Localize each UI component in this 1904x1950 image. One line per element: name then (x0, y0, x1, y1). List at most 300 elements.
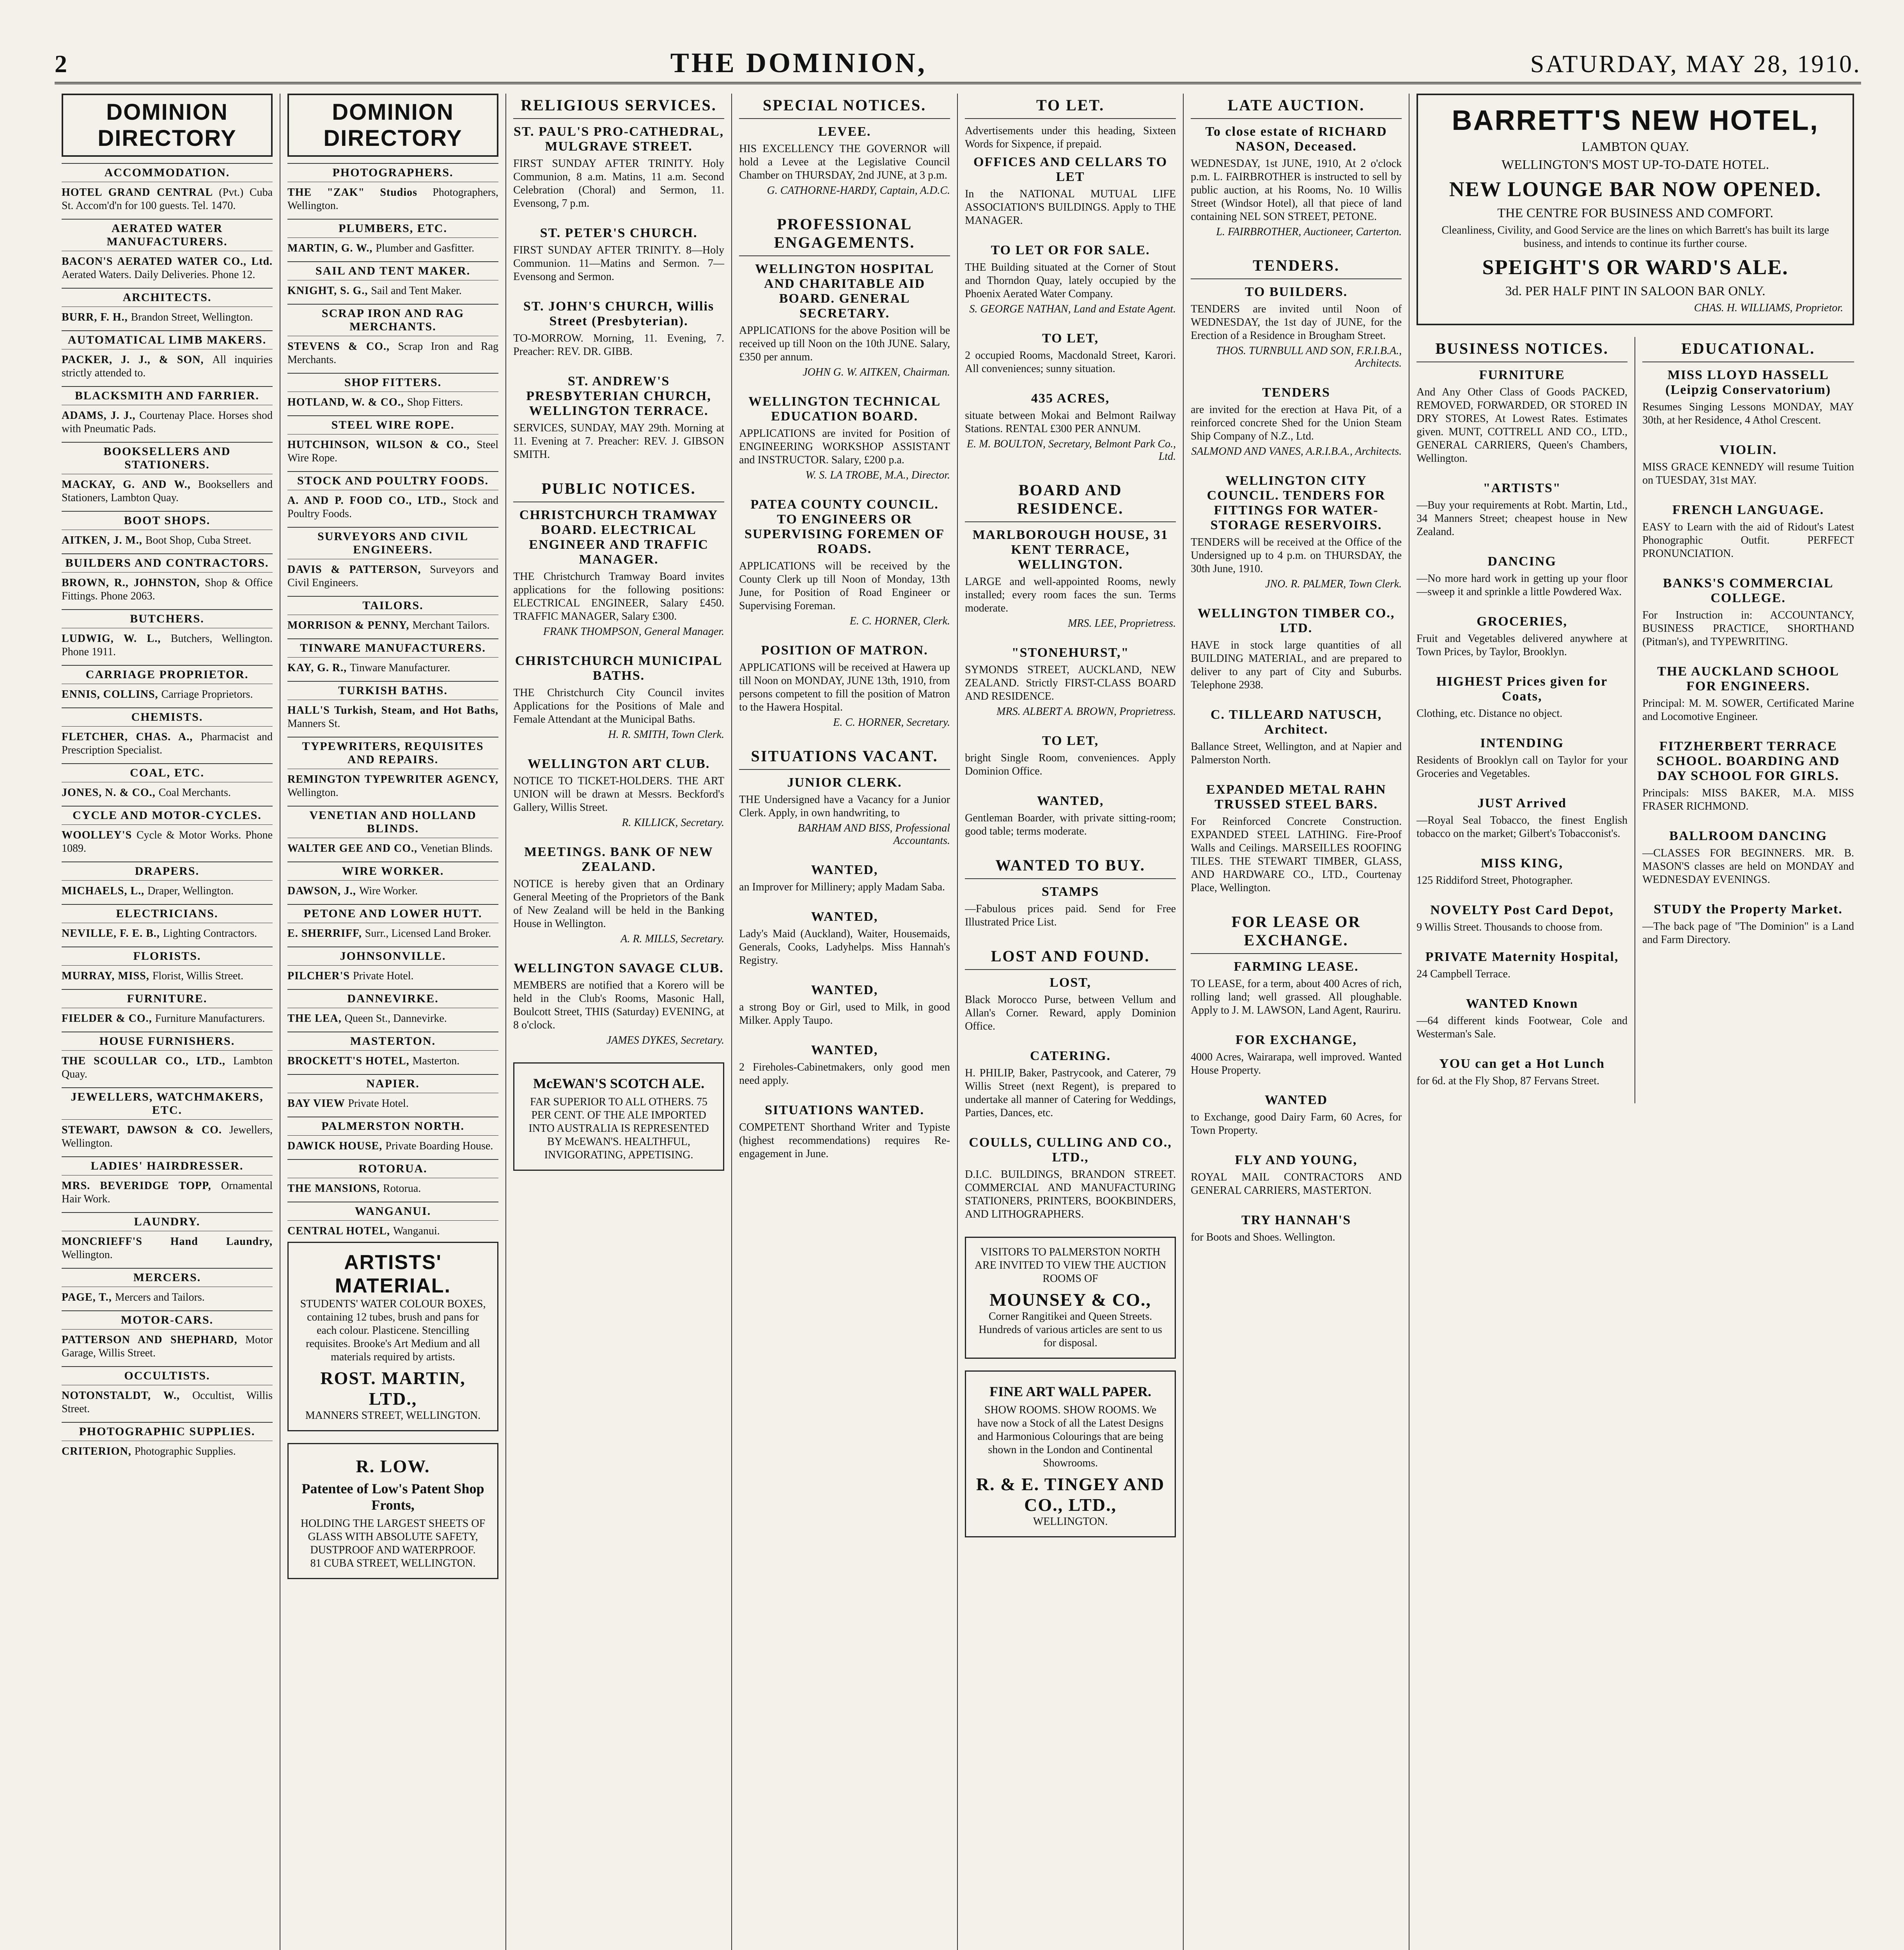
tender-notice (1191, 606, 1402, 692)
entry-text: Surveyors and Civil Engineers. (287, 564, 499, 589)
section-heading: MASTERTON. (287, 1032, 498, 1051)
notice-heading: ST. ANDREW'S PRESBYTERIAN CHURCH, WELLINGTON TERRACE. (526, 374, 711, 418)
notice-signature: JAMES DYKES, Secretary. (606, 1034, 725, 1046)
entry-text: Rotorua. (383, 1182, 421, 1195)
notice-body: —No more hard work in getting up your floor—sweep it and sprinkle a little Powdered Wax. (1416, 573, 1628, 598)
professional-notice (739, 394, 950, 482)
notice-heading: WANTED, (811, 1043, 878, 1057)
entry-lead: ADAMS, J. J., (62, 410, 140, 422)
notice-body: Resumes Singing Lessons MONDAY, MAY 30th, at her Residence, 4 Athol Crescent. (1642, 401, 1854, 426)
educational-notice (1642, 739, 1854, 813)
notice-signature: E. C. HORNER, Clerk. (849, 615, 950, 627)
directory-entry (62, 829, 273, 855)
directory-entry (62, 186, 273, 213)
entry-lead: NEVILLE, F. E. B., (62, 927, 163, 940)
notice-heading: TENDERS (1262, 385, 1330, 400)
entry-text: Plumber and Gasfitter. (376, 242, 475, 254)
entry-lead: THE "ZAK" Studios (287, 186, 433, 199)
notice-body: —The back page of "The Dominion" is a Land and Farm Directory. (1642, 920, 1854, 946)
entry-text: Photographic Supplies. (134, 1445, 236, 1457)
mounsey-ad (965, 1237, 1176, 1359)
directory-entry (62, 1291, 273, 1304)
directory-entry (287, 704, 498, 730)
religious-services-heading: RELIGIOUS SERVICES. (513, 94, 724, 119)
entry-text: Pharmacist and Prescription Specialist. (62, 731, 273, 756)
educational-notice (1642, 503, 1854, 560)
entry-text: Lighting Contractors. (163, 927, 257, 940)
situation-notice (739, 775, 950, 847)
notice-signature: MRS. ALBERT A. BROWN, Proprietress. (996, 706, 1176, 718)
ad-intro: VISITORS TO PALMERSTON NORTH ARE INVITED TO VIEW THE AUCTION ROOMS OF (974, 1246, 1167, 1285)
ad-text: SHOW ROOMS. SHOW ROOMS. We have now a Stock of all the Latest Designs and Harmonious Colourings that are being shown in the London and Continental Showrooms. (977, 1404, 1164, 1469)
situation-notice (739, 983, 950, 1027)
section-heading: ARCHITECTS. (62, 288, 273, 307)
notice-signature: E. M. BOULTON, Secretary, Belmont Park Co., Ltd. (967, 438, 1176, 463)
notice-body: For Reinforced Concrete Construction. EXPANDED STEEL LATHING. Fire-Proof Walls and Ceilings. MARSEILLES ROOFING TILES. THE STEWART TIMBER, GLASS, AND HARDWARE CO., LTD., Courtenay Place, Wellington. (1191, 815, 1402, 894)
ad-firm: ROST. MARTIN, LTD., (320, 1368, 466, 1409)
section-heading: NAPIER. (287, 1074, 498, 1093)
fine-art-wallpaper-ad (965, 1370, 1176, 1537)
section-heading: VENETIAN AND HOLLAND BLINDS. (287, 806, 498, 838)
notice-signature: A. R. MILLS, Secretary. (620, 933, 725, 945)
notice-heading: PRIVATE Maternity Hospital, (1425, 950, 1619, 964)
professional-notice (739, 497, 950, 628)
notice-heading: YOU can get a Hot Lunch (1439, 1057, 1605, 1071)
directory-entry (287, 1012, 498, 1025)
section-heading: LAUNDRY. (62, 1212, 273, 1231)
section-heading: BOOT SHOPS. (62, 511, 273, 530)
notice-body: 125 Riddiford Street, Photographer. (1416, 874, 1573, 886)
notice-body: HIS EXCELLENCY THE GOVERNOR will hold a Levee at the Legislative Council Chamber on THURSDAY, 2nd JUNE, at 3 p.m. (739, 143, 950, 181)
directory-entry (287, 842, 498, 855)
notice-heading: C. TILLEARD NATUSCH, Architect. (1210, 707, 1382, 737)
section-heading: FLORISTS. (62, 947, 273, 966)
directory-entry (62, 885, 273, 898)
ad-title: FINE ART WALL PAPER. (989, 1384, 1151, 1399)
directory-entry (62, 927, 273, 940)
section-heading: HOUSE FURNISHERS. (62, 1032, 273, 1051)
notice-heading: EXPANDED METAL RAHN TRUSSED STEEL BARS. (1206, 782, 1386, 812)
notice-body: WEDNESDAY, 1st JUNE, 1910, At 2 o'clock p.m. L. FAIRBROTHER is instructed to sell by public auction, at his Rooms, No. 10 Willis Street (Windsor Hotel), all that piece of land containing NEL SON STREET, PETONE. (1191, 158, 1402, 223)
notice-body: MISS GRACE KENNEDY will resume Tuition on TUESDAY, 31st MAY. (1642, 461, 1854, 486)
notice-signature: E. C. HORNER, Secretary. (833, 716, 950, 729)
notice-body: D.I.C. BUILDINGS, BRANDON STREET. COMMERCIAL AND MANUFACTURING STATIONERS, PRINTERS, BOOKBINDERS, AND LITHOGRAPHERS. (965, 1168, 1176, 1220)
notice-heading: GROCERIES, (1477, 614, 1567, 629)
tender-notice (1191, 473, 1402, 590)
entry-text: Courtenay Place. Horses shod with Pneumatic Pads. (62, 410, 273, 435)
notice-heading: ST. JOHN'S CHURCH, Willis Street (Presbyterian). (523, 299, 714, 328)
notice-body: ROYAL MAIL CONTRACTORS AND GENERAL CARRIERS, MASTERTON. (1191, 1171, 1402, 1197)
section-heading: STEEL WIRE ROPE. (287, 415, 498, 434)
business-notice (1416, 614, 1627, 659)
notice-body: NOTICE is hereby given that an Ordinary General Meeting of the Proprietors of the Bank of New Zealand will be held in the Banking House in Wellington. (513, 878, 725, 930)
notice-heading: CATERING. (1030, 1049, 1111, 1063)
column-religious (506, 94, 732, 1950)
notice-heading: WANTED, (811, 983, 878, 997)
directory-entry (62, 311, 273, 324)
directory-entry (287, 773, 498, 800)
directory-title: DOMINION DIRECTORY (62, 94, 273, 157)
section-heading: DANNEVIRKE. (287, 989, 498, 1008)
notice-body: 2 occupied Rooms, Macdonald Street, Karori. All conveniences; sunny situation. (965, 349, 1176, 375)
entry-lead: PACKER, J. J., & SON, (62, 354, 213, 366)
directory-entry (62, 478, 273, 505)
entry-lead: DAWICK HOUSE, (287, 1140, 386, 1152)
lost-found-heading: LOST AND FOUND. (965, 945, 1176, 970)
entry-text: Wellington. (287, 787, 339, 799)
notice-body: —Buy your requirements at Robt. Martin, Ltd., 34 Manners Street; cheapest house in New Zealand. (1416, 499, 1628, 538)
section-heading: AERATED WATER MANUFACTURERS. (62, 219, 273, 251)
hotel-centre: THE CENTRE FOR BUSINESS AND COMFORT. (1497, 206, 1773, 220)
section-heading: TAILORS. (287, 596, 498, 615)
notice-heading: COULLS, CULLING AND CO., LTD., (969, 1135, 1172, 1165)
entry-lead: HOTEL GRAND CENTRAL (62, 186, 219, 199)
notice-heading: WANTED, (811, 909, 878, 924)
notice-body: Fruit and Vegetables delivered anywhere at Town Prices, by Taylor, Brooklyn. (1416, 633, 1628, 658)
section-heading: CYCLE AND MOTOR-CYCLES. (62, 806, 273, 825)
entry-lead: JONES, N. & CO., (62, 787, 159, 799)
directory-entry (287, 1097, 498, 1110)
lease-notice (1191, 959, 1402, 1017)
notice-heading: FURNITURE (1479, 368, 1565, 382)
notice-heading: STAMPS (1041, 885, 1099, 899)
to-let-notice (965, 155, 1176, 227)
section-heading: SAIL AND TENT MAKER. (287, 261, 498, 280)
entry-lead: DAWSON, J., (287, 885, 359, 897)
directory-entry (287, 242, 498, 255)
notice-heading: BALLROOM DANCING (1669, 829, 1828, 843)
entry-text: Wire Worker. (359, 885, 418, 897)
hotel-name: BARRETT'S NEW HOTEL, (1452, 105, 1819, 136)
board-notice (965, 734, 1176, 778)
notice-heading: MEETINGS. BANK OF NEW ZEALAND. (524, 845, 713, 874)
notice-body: Clothing, etc. Distance no object. (1416, 707, 1563, 720)
business-notice (1416, 674, 1627, 720)
section-heading: BLACKSMITH AND FARRIER. (62, 386, 273, 405)
section-heading: PHOTOGRAPHIC SUPPLIES. (62, 1422, 273, 1441)
situations-vacant-heading: SITUATIONS VACANT. (739, 745, 950, 770)
entry-text: Scrap Iron and Rag Merchants. (287, 340, 499, 366)
notice-body: TENDERS will be received at the Office of the Undersigned up to 4 p.m. on THURSDAY, the 30th June, 1910. (1191, 536, 1402, 575)
notice-heading: TRY HANNAH'S (1241, 1213, 1351, 1227)
notice-heading: INTENDING (1480, 736, 1564, 750)
entry-lead: HOTLAND, W. & CO., (287, 396, 407, 408)
entry-lead: ENNIS, COLLINS, (62, 688, 161, 700)
situation-notice (739, 1103, 950, 1161)
notice-body: to Exchange, good Dairy Farm, 60 Acres, for Town Property. (1191, 1111, 1402, 1136)
entry-text: Ornamental Hair Work. (62, 1180, 273, 1205)
ad-address: MANNERS STREET, WELLINGTON. (305, 1409, 481, 1422)
entry-lead: FLETCHER, CHAS. A., (62, 731, 201, 743)
notice-heading: NOVELTY Post Card Depot, (1430, 903, 1614, 917)
notice-heading: STUDY the Property Market. (1654, 902, 1843, 916)
entry-lead: MONCRIEFF'S Hand Laundry, (62, 1236, 273, 1248)
professional-notice (739, 262, 950, 379)
notice-body: 24 Campbell Terrace. (1416, 968, 1510, 980)
columns (55, 94, 1861, 1950)
notice-body: —64 different kinds Footwear, Cole and Westerman's Sale. (1416, 1015, 1628, 1040)
entry-text: Queen St., Dannevirke. (344, 1012, 447, 1025)
notice-body: Black Morocco Purse, between Vellum and Allan's Corner. Reward, apply Dominion Office. (965, 994, 1176, 1032)
ad-text: FAR SUPERIOR TO ALL OTHERS. 75 PER CENT. OF THE ALE IMPORTED INTO AUSTRALIA IS REPRESENTED BY McEWAN'S. HEALTHFUL, INVIGORATING, APPETISING. (528, 1096, 709, 1161)
entry-text: Venetian Blinds. (420, 842, 493, 854)
section-heading: JOHNSONVILLE. (287, 947, 498, 966)
entry-lead: NOTONSTALDT, W., (62, 1390, 193, 1402)
notice-signature: R. KILLICK, Secretary. (622, 817, 725, 829)
directory-entry (287, 661, 498, 675)
notice-body: Residents of Brooklyn call on Taylor for your Groceries and Vegetables. (1416, 754, 1628, 780)
notice-body: MEMBERS are notified that a Korero will be held in the Club's Rooms, Masonic Hall, Boulcott Street, THIS (Saturday) EVENING, at 8 o'clock. (513, 979, 725, 1031)
lease-notice (1191, 1213, 1402, 1244)
section-heading: PETONE AND LOWER HUTT. (287, 904, 498, 923)
directory-entry (62, 1389, 273, 1416)
business-notice (1416, 903, 1627, 934)
notice-heading: To close estate of RICHARD NASON, Deceased. (1205, 124, 1387, 154)
entry-text: Private Hotel. (353, 970, 414, 982)
page-number: 2 (55, 50, 67, 78)
entry-text: Steel Wire Rope. (287, 439, 499, 464)
notice-signature: S. GEORGE NATHAN, Land and Estate Agent. (969, 303, 1176, 315)
entry-text: Butchers, Wellington. Phone 1911. (62, 633, 273, 658)
notice-signature: JOHN G. W. AITKEN, Chairman. (803, 366, 950, 378)
entry-text: Coal Merchants. (158, 787, 231, 799)
to-let-heading: TO LET. (965, 94, 1176, 119)
notice-heading: "ARTISTS" (1483, 481, 1561, 495)
section-heading: LADIES' HAIRDRESSER. (62, 1156, 273, 1175)
wanted-to-buy-heading: WANTED TO BUY. (965, 854, 1176, 879)
entry-lead: MACKAY, G. AND W., (62, 479, 199, 491)
directory-entry (287, 619, 498, 632)
board-residence-heading: BOARD AND RESIDENCE. (965, 479, 1176, 522)
column-auction (1184, 94, 1409, 1950)
entry-lead: WALTER GEE AND CO., (287, 842, 421, 854)
situation-notice (739, 863, 950, 894)
ad-title: ARTISTS' MATERIAL. (335, 1251, 451, 1297)
notice-body: LARGE and well-appointed Rooms, newly installed; every room faces the sun. Terms moderate. (965, 576, 1176, 614)
notice-heading: "STONEHURST," (1011, 645, 1129, 660)
section-heading: AUTOMATICAL LIMB MAKERS. (62, 330, 273, 349)
notice-body: TO LEASE, for a term, about 400 Acres of rich, rolling land; well grassed. All ploughable. Apply to J. M. LAWSON, Land Agent, Rauriru. (1191, 978, 1402, 1016)
section-heading: SURVEYORS AND CIVIL ENGINEERS. (287, 527, 498, 559)
notice-signature: L. FAIRBROTHER, Auctioneer, Carterton. (1216, 226, 1402, 238)
catering-notice (965, 1049, 1176, 1120)
entry-lead: PATTERSON AND SHEPHARD, (62, 1334, 246, 1346)
directory-entry (287, 1055, 498, 1068)
notice-body: In the NATIONAL MUTUAL LIFE ASSOCIATION'S BUILDINGS. Apply to THE MANAGER. (965, 188, 1176, 227)
directory-entry (287, 1140, 498, 1153)
notice-signature: JNO. R. PALMER, Town Clerk. (1265, 578, 1402, 590)
notice-body: for 6d. at the Fly Shop, 87 Fervans Street. (1416, 1075, 1600, 1087)
notice-body: —Royal Seal Tobacco, the finest English tobacco on the market; Gilbert's Tobacconist's. (1416, 814, 1628, 840)
notice-body: THE Christchurch Tramway Board invites applications for the following positions: ELECTRICAL ENGINEER, Salary £450. TRAFFIC MANAGER, Salary £300. (513, 571, 725, 622)
notice-heading: WANTED, (1037, 794, 1104, 808)
section-heading: WANGANUI. (287, 1202, 498, 1221)
special-notices-heading: SPECIAL NOTICES. (739, 94, 950, 119)
entry-text: Furniture Manufacturers. (155, 1012, 265, 1025)
section-heading: CHEMISTS. (62, 707, 273, 727)
to-let-intro: Advertisements under this heading, Sixteen Words for Sixpence, if prepaid. (965, 125, 1176, 150)
notice-signature: G. CATHORNE-HARDY, Captain, A.D.C. (767, 184, 950, 197)
lease-notice (1191, 1033, 1402, 1077)
notice-heading: BANKS'S COMMERCIAL COLLEGE. (1663, 576, 1834, 605)
business-educational-columns (1416, 337, 1854, 1103)
public-notice (513, 845, 724, 945)
entry-text: Draper, Wellington. (147, 885, 234, 897)
section-heading: STOCK AND POULTRY FOODS. (287, 471, 498, 490)
notice-heading: VIOLIN. (1719, 443, 1777, 457)
notice-heading: WELLINGTON ART CLUB. (527, 757, 710, 771)
notice-heading: MARLBOROUGH HOUSE, 31 KENT TERRACE, WELLINGTON. (972, 528, 1168, 572)
church-notice (513, 374, 724, 461)
directory-entry (62, 409, 273, 436)
church-notice (513, 299, 724, 358)
notice-body: Lady's Maid (Auckland), Waiter, Housemaids, Generals, Cooks, Ladyhelps. Miss Hannah's Registry. (739, 928, 950, 966)
notice-body: And Any Other Class of Goods PACKED, REMOVED, FORWARDED, OR STORED IN DRY STORES, At Lowest Rates. Estimates given. MUNT, COTTRELL AND CO., LTD., GENERAL CARRIERS, Queen's Chambers, Wellington. (1416, 386, 1628, 464)
entry-text: Private Boarding House. (385, 1140, 493, 1152)
entry-lead: THE LEA, (287, 1012, 345, 1025)
column-directory-2 (280, 94, 506, 1950)
public-notice (513, 508, 724, 638)
business-notice (1416, 796, 1627, 840)
notice-heading: JUST Arrived (1477, 796, 1567, 810)
section-heading: SHOP FITTERS. (287, 373, 498, 392)
section-heading: JEWELLERS, WATCHMAKERS, ETC. (62, 1087, 273, 1120)
notice-heading: JUNIOR CLERK. (787, 775, 902, 790)
entry-lead: STEVENS & CO., (287, 340, 398, 353)
section-heading: PALMERSTON NORTH. (287, 1117, 498, 1136)
notice-body: FIRST SUNDAY AFTER TRINITY. 8—Holy Communion. 11—Matins and Sermon. 7—Evensong and Sermon. (513, 244, 725, 283)
entry-text: Booksellers and Stationers, Lambton Quay. (62, 479, 273, 504)
public-notice (513, 757, 724, 829)
entry-lead: AITKEN, J. M., (62, 534, 145, 546)
business-notice (1416, 368, 1627, 465)
lease-exchange-heading: FOR LEASE OR EXCHANGE. (1191, 910, 1402, 954)
board-notice (965, 645, 1176, 718)
newspaper-title: THE DOMINION, (670, 47, 927, 78)
ad-firm: R. & E. TINGEY AND CO., LTD., (976, 1474, 1165, 1515)
ad-text: HOLDING THE LARGEST SHEETS OF GLASS WITH ABSOLUTE SAFETY, DUSTPROOF AND WATERPROOF. (300, 1517, 486, 1556)
entry-lead: BROCKETT'S HOTEL, (287, 1055, 413, 1067)
directory-entry (62, 1012, 273, 1025)
educational-notice (1642, 576, 1854, 649)
directory-entry (62, 353, 273, 380)
entry-text: Wanganui. (393, 1225, 440, 1237)
entry-text: Wellington. (62, 1249, 113, 1261)
section-heading: BUILDERS AND CONTRACTORS. (62, 553, 273, 573)
directory-entry (62, 1179, 273, 1206)
notice-body: THE Undersigned have a Vacancy for a Junior Clerk. Apply, in own handwriting, to (739, 794, 950, 819)
entry-lead: E. SHERRIFF, (287, 927, 365, 940)
notice-heading: WELLINGTON SAVAGE CLUB. (514, 961, 724, 975)
low-shop-fronts-ad (287, 1443, 498, 1579)
late-auction-heading: LATE AUCTION. (1191, 94, 1402, 119)
coulls-notice (965, 1135, 1176, 1221)
ad-firm: MOUNSEY & CO., (989, 1290, 1151, 1310)
business-notice (1416, 481, 1627, 539)
entry-lead: BAY VIEW (287, 1097, 348, 1110)
directory-entry (62, 786, 273, 800)
to-let-notice (965, 331, 1176, 376)
notice-heading: TO LET OR FOR SALE. (991, 243, 1150, 257)
special-notice (739, 124, 950, 197)
entry-lead: CENTRAL HOTEL, (287, 1225, 393, 1237)
notice-signature: W. S. LA TROBE, M.A., Director. (805, 469, 950, 481)
entry-lead: MICHAELS, L., (62, 885, 148, 897)
notice-heading: PATEA COUNTY COUNCIL. TO ENGINEERS OR SUPERVISING FOREMEN OF ROADS. (744, 497, 945, 556)
notice-signature: FRANK THOMPSON, General Manager. (543, 626, 725, 638)
notice-body: bright Single Room, conveniences. Apply Dominion Office. (965, 752, 1176, 777)
notice-body: THE Christchurch City Council invites Applications for the Positions of Male and Female Attendant at the Municipal Baths. (513, 687, 725, 725)
entry-text: Aerated Waters. Daily Deliveries. Phone 12. (62, 269, 255, 281)
directory-entry (62, 688, 273, 701)
educational-notice (1642, 664, 1854, 723)
notice-heading: SITUATIONS WANTED. (765, 1103, 924, 1117)
public-notices-heading: PUBLIC NOTICES. (513, 477, 724, 502)
educational-heading: EDUCATIONAL. (1642, 337, 1854, 362)
notice-body: Ballance Street, Wellington, and at Napier and Palmerston North. (1191, 741, 1402, 766)
notice-body: 2 Fireholes-Cabinetmakers, only good men need apply. (739, 1061, 950, 1087)
notice-body: —CLASSES FOR BEGINNERS. MR. B. MASON'S classes are held on MONDAY and WEDNESDAY EVENINGS. (1642, 847, 1854, 886)
notice-heading: TO LET, (1042, 331, 1099, 346)
ale-price: 3d. PER HALF PINT IN SALOON BAR ONLY. (1505, 284, 1766, 298)
notice-body: —Fabulous prices paid. Send for Free Illustrated Price List. (965, 903, 1176, 928)
business-notice (1416, 1057, 1627, 1088)
directory-entry (287, 340, 498, 367)
notice-heading: WANTED (1264, 1093, 1328, 1107)
entry-lead: MORRISON & PENNY, (287, 619, 413, 631)
ale-line: SPEIGHT'S OR WARD'S ALE. (1482, 255, 1789, 279)
entry-lead: HALL'S Turkish, Steam, and Hot Baths, (287, 704, 499, 716)
entry-lead: BROWN, R., JOHNSTON, (62, 577, 205, 589)
entry-lead: A. AND P. FOOD CO., LTD., (287, 495, 452, 507)
artists-material-ad (287, 1242, 498, 1431)
directory-entry (287, 970, 498, 983)
entry-text: Surr., Licensed Land Broker. (365, 927, 491, 940)
notice-body: H. PHILIP, Baker, Pastrycook, and Caterer, 79 Willis Street (next Regent), is prepared to undertake all manner of Catering for Weddings, Parties, Dances, etc. (965, 1067, 1176, 1119)
situation-notice (739, 909, 950, 967)
entry-lead: HUTCHINSON, WILSON & CO., (287, 439, 477, 451)
notice-body: APPLICATIONS are invited for Position of ENGINEERING WORKSHOP ASSISTANT and INSTRUCTOR. Salary, £200 p.a. (739, 427, 950, 466)
tender-notice (1191, 385, 1402, 458)
entry-text: Photographers, Wellington. (287, 186, 499, 212)
notice-signature: SALMOND AND VANES, A.R.I.B.A., Architects. (1191, 445, 1402, 457)
directory-title: DOMINION DIRECTORY (287, 94, 498, 157)
notice-heading: POSITION OF MATRON. (761, 643, 928, 658)
notice-signature: MRS. LEE, Proprietress. (1067, 617, 1176, 629)
entry-text: (Pvt.) Cuba St. Accom'd'n for 100 guests. Tel. 1470. (62, 186, 273, 212)
notice-body: TO-MORROW. Morning, 11. Evening, 7. Preacher: REV. DR. GIBB. (513, 332, 725, 358)
entry-lead: KAY, G. R., (287, 662, 350, 674)
professional-notice (739, 643, 950, 729)
notice-body: NOTICE TO TICKET-HOLDERS. THE ART UNION will be drawn at Messrs. Beckford's Gallery, Willis Street. (513, 775, 725, 814)
lounge-bar-announcement: NEW LOUNGE BAR NOW OPENED. (1449, 177, 1822, 201)
notice-heading: WELLINGTON TIMBER CO., LTD. (1197, 606, 1395, 635)
lease-notice (1191, 1153, 1402, 1197)
educational-notice (1642, 368, 1854, 427)
business-notice (1416, 554, 1627, 599)
entry-lead: MURRAY, MISS, (62, 970, 152, 982)
entry-lead: MARTIN, G. W., (287, 242, 376, 254)
lease-notice (1191, 1093, 1402, 1137)
hotel-location: LAMBTON QUAY. (1581, 140, 1689, 154)
entry-lead: STEWART, DAWSON & CO. (62, 1124, 229, 1136)
notice-signature: BARHAM AND BISS, Professional Accountants. (798, 822, 950, 847)
entry-text: Brandon Street, Wellington. (131, 311, 253, 323)
hotel-tagline: WELLINGTON'S MOST UP-TO-DATE HOTEL. (1502, 158, 1769, 172)
directory-entry (287, 1182, 498, 1195)
ad-firm: R. LOW. (356, 1456, 430, 1476)
entry-text: All inquiries strictly attended to. (62, 354, 273, 379)
